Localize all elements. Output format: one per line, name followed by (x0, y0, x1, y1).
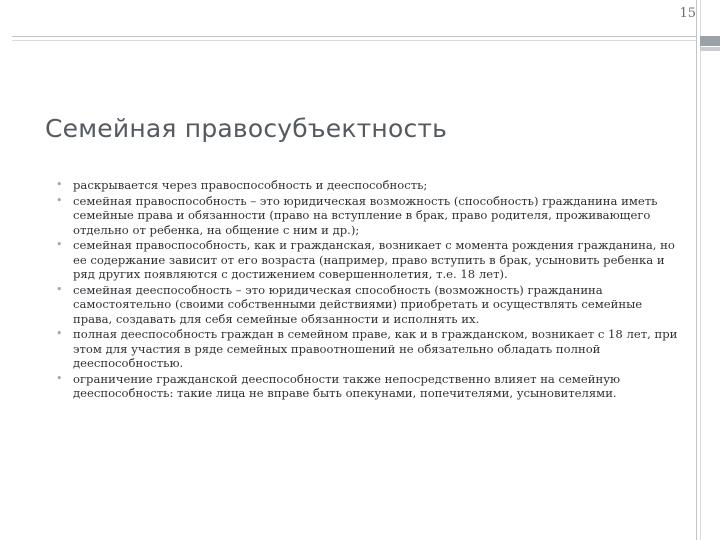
bullet-list (52, 178, 680, 402)
bullet-icon: • (56, 371, 63, 385)
bullet-item (52, 327, 680, 371)
frame-right-line-secondary (700, 0, 701, 540)
bullet-item (52, 238, 680, 282)
bullet-text: полная дееспособность граждан в семейном праве, как и в гражданском, возникает с 18 лет, при этом для участия в ряде семейных правоотношений не обязательно обладать полной дееспособностью. (73, 327, 678, 370)
frame-right-line (696, 0, 697, 540)
slide-title: Семейная правосубъектность (45, 114, 448, 143)
bullet-text: ограничение гражданской дееспособности также непосредственно влияет на семейную дееспособность: такие лица не вправе быть опекунами, попечителями, усыновителями. (73, 371, 621, 400)
bullet-icon: • (56, 327, 63, 340)
corner-decoration-secondary (700, 47, 720, 51)
bullet-text: семейная дееспособность – это юридическая способность (возможность) гражданина самостоятельно (своими собственными действиями) приобретать и осуществлять семейные права, создавать для себя семейные обязанности и исполнять их. (73, 282, 643, 326)
bullet-icon: • (56, 193, 63, 207)
bullet-item (52, 283, 680, 327)
frame-top-line-secondary (12, 40, 696, 41)
bullet-icon: • (56, 178, 63, 191)
frame-top-line (12, 36, 696, 37)
page-number: 15 (679, 6, 696, 21)
bullet-icon: • (56, 282, 63, 296)
bullet-item (52, 194, 680, 238)
bullet-item (52, 372, 680, 401)
bullet-icon: • (56, 238, 63, 251)
corner-decoration (700, 36, 720, 46)
bullet-text: семейная правоспособность – это юридическая возможность (способность) гражданина иметь семейные права и обязанности (право на вступление в брак, право родителя, проживающего отдельно от ребенка, на общение с ним и др.); (73, 193, 658, 237)
bullet-item (52, 178, 680, 193)
bullet-text: семейная правоспособность, как и гражданская, возникает с момента рождения гражданина, но ее содержание зависит от его возраста (например, право вступить в брак, усыновить ребенка и ряд других появляются с достижением совершеннолетия, т.е. 18 лет). (73, 238, 675, 281)
bullet-text: раскрывается через правоспособность и дееспособность; (73, 178, 428, 192)
